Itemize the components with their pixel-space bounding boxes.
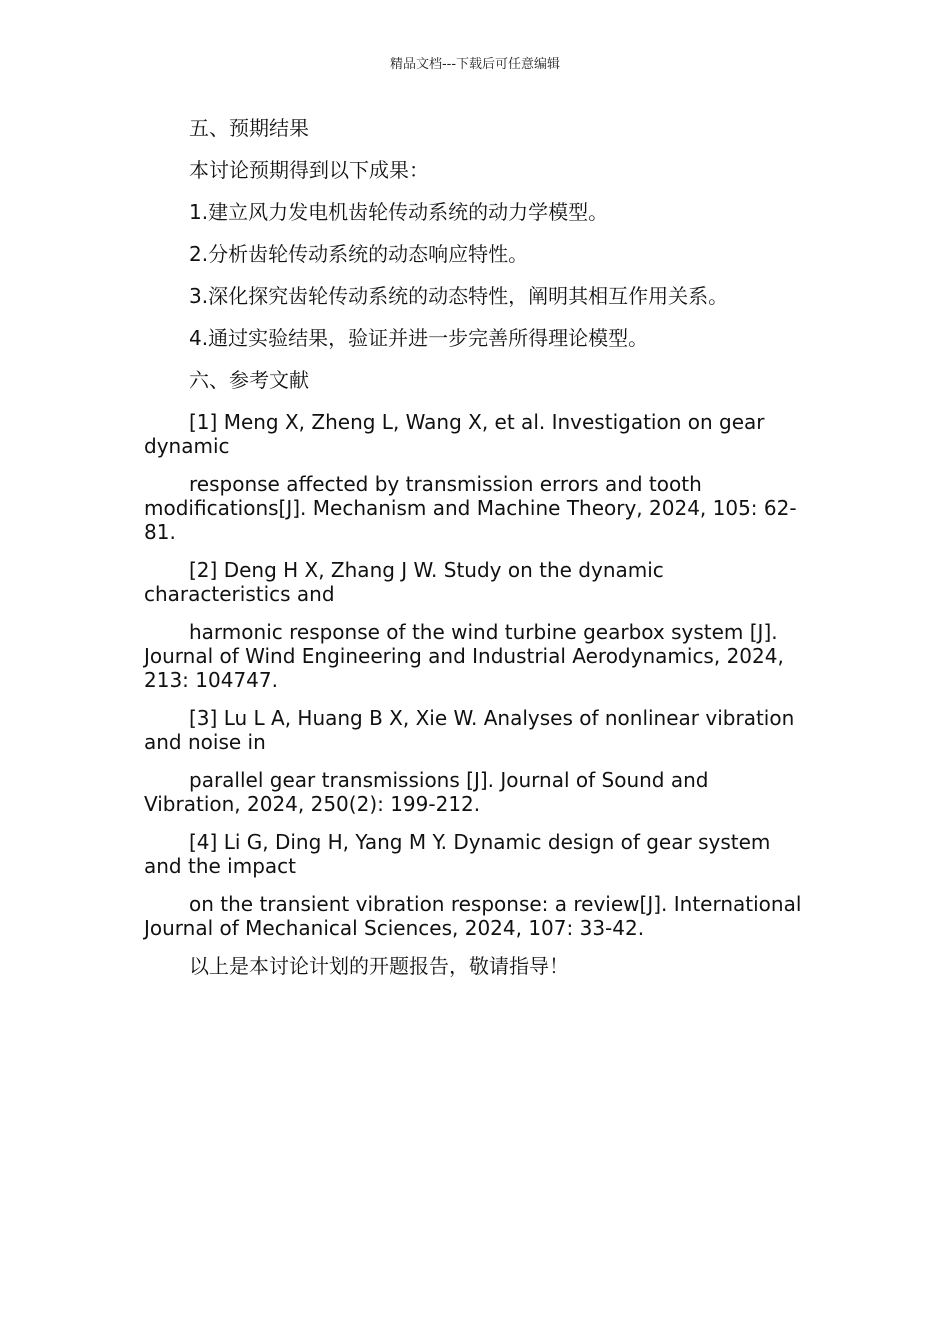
closing-remark: 以上是本讨论计划的开题报告，敬请指导！ [189,954,569,978]
reference-2-line-1: [2] Deng H X, Zhang J W. Study on the dynamic characteristics and [144,558,664,606]
section-6-title: 六、参考文献 [189,368,309,392]
reference-3-line-1: [3] Lu L A, Huang B X, Xie W. Analyses of nonlinear vibration and noise in [144,706,795,754]
result-item-3: 3.深化探究齿轮传动系统的动态特性，阐明其相互作用关系。 [189,284,729,308]
reference-1-line-2: response affected by transmission errors and tooth modifications[J]. Mechanism and Machine Theory, 2024, 105: 62-81. [144,472,797,544]
result-item-1: 1.建立风力发电机齿轮传动系统的动力学模型。 [189,200,609,224]
reference-2-line-2: harmonic response of the wind turbine gearbox system [J]. Journal of Wind Engineering and Industrial Aerodynamics, 2024, 213: 104747. [144,620,784,692]
reference-3-line-2: parallel gear transmissions [J]. Journal of Sound and Vibration, 2024, 250(2): 199-212. [144,768,709,816]
reference-4-line-2: on the transient vibration response: a review[J]. International Journal of Mechanical Sciences, 2024, 107: 33-42. [144,892,802,940]
document-body [144,116,809,996]
page-header: 精品文档---下载后可任意编辑 [389,57,561,72]
result-item-4: 4.通过实验结果，验证并进一步完善所得理论模型。 [189,326,649,350]
result-item-2: 2.分析齿轮传动系统的动态响应特性。 [189,242,529,266]
reference-4-line-1: [4] Li G, Ding H, Yang M Y. Dynamic design of gear system and the impact [144,830,771,878]
reference-1-line-1: [1] Meng X, Zheng L, Wang X, et al. Investigation on gear dynamic [144,410,765,458]
section-5-title: 五、预期结果 [189,116,309,140]
results-intro: 本讨论预期得到以下成果： [189,158,429,182]
